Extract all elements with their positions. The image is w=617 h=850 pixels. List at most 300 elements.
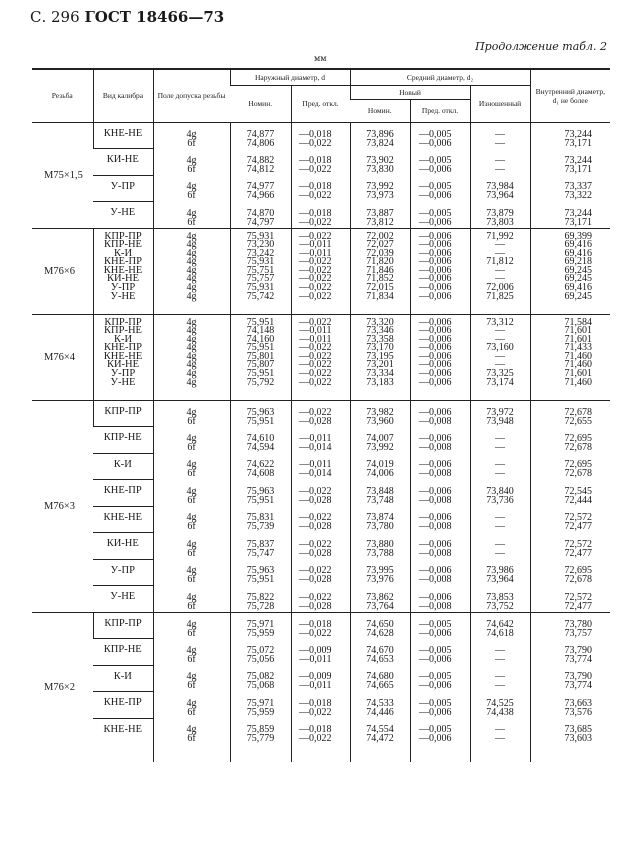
cell-value: —0,006 [419, 350, 452, 362]
cell-value: 75,728 [246, 600, 275, 612]
outer-nominal-cell [230, 586, 291, 613]
cell-value: —0,008 [419, 521, 452, 532]
cell-value: 75,792 [246, 376, 275, 388]
worn-cell [470, 480, 530, 507]
cell-value: 75,831 [246, 512, 275, 523]
cell-value: 69,218 [564, 256, 593, 268]
cell-value: 74,160 [246, 333, 275, 345]
inner-diameter-cell [530, 480, 610, 507]
cell-value: —0,006 [419, 230, 452, 242]
cell-value: 72,678 [564, 406, 593, 418]
thread-label: M75×1,5 [32, 122, 93, 228]
cell-value: 73,244 [564, 207, 593, 219]
cell-value: 73,183 [366, 376, 394, 388]
cell-value: — [495, 325, 506, 337]
cell-value: 6f [187, 547, 196, 559]
cell-value: 6f [187, 163, 196, 175]
cell-value: 6f [187, 653, 196, 665]
tolerance-field-cell [153, 427, 230, 454]
worn-cell [470, 692, 530, 719]
cell-value: —0,006 [419, 565, 452, 576]
cell-value: —0,006 [419, 137, 452, 149]
cell-value: КПР-НЕ [104, 325, 142, 337]
cell-value: 75,951 [246, 316, 275, 328]
worn-cell [470, 612, 530, 639]
cell-value: 73,764 [366, 600, 394, 612]
tolerance-field-cell [153, 665, 230, 692]
col-tolerance-field: Поле допуска резьбы [153, 69, 230, 122]
cell-value: —0,011 [299, 680, 332, 691]
cell-value: —0,006 [419, 325, 452, 337]
outer-nominal-cell [230, 506, 291, 533]
cell-value: 72,678 [564, 574, 593, 585]
cell-value: 75,859 [246, 724, 275, 735]
cell-value: —0,008 [419, 415, 452, 427]
cell-value: 73,853 [486, 591, 514, 603]
cell-value: 6f [187, 521, 196, 532]
outer-deviation-cell [291, 480, 350, 507]
worn-cell [470, 228, 530, 314]
cell-value: 75,963 [246, 565, 275, 576]
cell-value: 74,594 [246, 441, 275, 453]
table-header [32, 69, 610, 122]
worn-cell [470, 586, 530, 613]
cell-value: 75,951 [246, 494, 275, 506]
cell-value: — [495, 538, 506, 550]
inner-diameter-cell [530, 228, 610, 314]
cell-value: 4g [186, 230, 197, 242]
cell-value: 72,678 [564, 468, 593, 479]
tolerance-field-cell [153, 314, 230, 400]
cell-value: 71,852 [366, 273, 394, 285]
cell-value: —0,022 [299, 368, 332, 380]
pitch-deviation-cell [410, 175, 470, 202]
cell-value: 75,751 [246, 264, 275, 276]
cell-value: 73,973 [366, 190, 394, 201]
cell-value: 72,695 [564, 459, 593, 470]
cell-value: 74,670 [366, 644, 394, 656]
outer-nominal-cell [230, 149, 291, 176]
pitch-deviation-cell [410, 533, 470, 560]
pitch-nominal-cell [350, 427, 410, 454]
col-pitch-diameter: Средний диаметр, d₂ [350, 69, 530, 85]
cell-value: — [495, 137, 506, 149]
cell-value: 72,655 [564, 415, 593, 427]
cell-value: 6f [187, 137, 196, 149]
cell-value: К-И [113, 333, 133, 345]
table-row [32, 692, 610, 719]
cell-value: —0,022 [299, 706, 332, 718]
cell-value: 73,736 [486, 494, 514, 506]
cell-value: —0,028 [299, 600, 332, 612]
cell-value: 73,325 [486, 368, 514, 380]
outer-nominal-cell [230, 639, 291, 666]
cell-value: —0,022 [299, 273, 332, 285]
cell-value: 4g [186, 282, 197, 294]
cell-value: 73,171 [564, 137, 593, 149]
cell-value: —0,006 [419, 538, 452, 550]
worn-cell [470, 175, 530, 202]
cell-value: —0,008 [419, 574, 452, 585]
pitch-nominal-cell [350, 718, 410, 762]
cell-value: — [495, 273, 506, 285]
cell-value: — [495, 441, 506, 453]
cell-value: 74,665 [366, 680, 394, 691]
cell-value: 73,880 [366, 538, 394, 550]
table-row [32, 175, 610, 202]
cell-value: —0,005 [419, 181, 452, 192]
cell-value: КНЕ-ПР [104, 342, 142, 354]
cell-value: 73,964 [486, 574, 514, 585]
tolerance-field-cell [153, 453, 230, 480]
cell-value: — [495, 264, 506, 276]
cell-value: —0,011 [299, 333, 332, 345]
cell-value: КИ-НЕ [106, 359, 140, 371]
cell-value: 71,846 [366, 264, 394, 276]
cell-value: 71,460 [564, 350, 593, 362]
cell-value: 71,460 [564, 359, 593, 371]
cell-value: 75,931 [246, 230, 275, 242]
cell-value: —0,022 [299, 565, 332, 576]
pitch-deviation-cell [410, 202, 470, 229]
table-row [32, 665, 610, 692]
outer-deviation-cell [291, 202, 350, 229]
pitch-nominal-cell [350, 122, 410, 149]
cell-value: 74,877 [246, 128, 275, 140]
pitch-nominal-cell [350, 480, 410, 507]
cell-value: — [495, 163, 506, 175]
cell-value: 4g [186, 565, 197, 576]
inner-diameter-cell [530, 612, 610, 639]
outer-deviation-cell [291, 314, 350, 400]
outer-nominal-cell [230, 453, 291, 480]
outer-nominal-cell [230, 202, 291, 229]
cell-value: — [495, 432, 506, 444]
cell-value: 4g [186, 368, 197, 380]
pitch-deviation-cell [410, 639, 470, 666]
cell-value: 74,977 [246, 181, 275, 192]
gauge-type-cell [93, 314, 153, 400]
tolerance-field-cell [153, 175, 230, 202]
cell-value: 73,840 [486, 485, 514, 497]
cell-value: 69,245 [564, 290, 593, 302]
cell-value: 73,960 [366, 415, 394, 427]
cell-value: 75,068 [246, 680, 275, 691]
outer-deviation-cell [291, 718, 350, 762]
cell-value: —0,008 [419, 547, 452, 559]
cell-value: 73,774 [564, 653, 593, 665]
tolerance-field-cell [153, 228, 230, 314]
gauge-type-cell: КПР-ПР [93, 612, 153, 639]
cell-value: 6f [187, 468, 196, 479]
cell-value: 72,015 [366, 282, 394, 294]
cell-value: 75,742 [246, 290, 275, 302]
cell-value: —0,022 [299, 282, 332, 294]
cell-value: — [495, 359, 506, 371]
inner-diameter-cell [530, 718, 610, 762]
cell-value: 73,242 [246, 247, 275, 259]
table-row [32, 149, 610, 176]
cell-value: 73,576 [564, 706, 593, 718]
cell-value: КНЕ-НЕ [103, 264, 143, 276]
tolerance-field-cell [153, 612, 230, 639]
table-row [32, 453, 610, 480]
cell-value: 73,320 [366, 316, 394, 328]
cell-value: 72,477 [564, 521, 593, 532]
cell-value: К-И [113, 247, 133, 259]
table-row [32, 427, 610, 454]
pitch-deviation-cell [410, 612, 470, 639]
pitch-nominal-cell [350, 559, 410, 586]
cell-value: —0,011 [299, 325, 332, 337]
cell-value: —0,008 [419, 600, 452, 612]
cell-value: —0,008 [419, 468, 452, 479]
inner-diameter-cell [530, 202, 610, 229]
cell-value: —0,022 [299, 733, 332, 744]
cell-value: У-НЕ [110, 290, 136, 302]
cell-value: 69,399 [564, 230, 593, 242]
pitch-nominal-cell [350, 314, 410, 400]
cell-value: 4g [186, 316, 197, 328]
gauge-type-cell: У-ПР [93, 559, 153, 586]
thread-label: M76×6 [32, 228, 93, 314]
gauge-type-cell: КПР-НЕ [93, 639, 153, 666]
cell-value: 75,801 [246, 350, 275, 362]
col-outer-nominal: Номин. [230, 85, 291, 122]
gauge-type-cell: КНЕ-ПР [93, 480, 153, 507]
gauge-type-cell: КНЕ-НЕ [93, 506, 153, 533]
cell-value: 73,862 [366, 591, 394, 603]
cell-value: 73,230 [246, 239, 275, 251]
cell-value: 71,825 [486, 290, 514, 302]
outer-deviation-cell [291, 665, 350, 692]
cell-value: 69,416 [564, 239, 593, 251]
cell-value: 74,870 [246, 207, 275, 219]
cell-value: 73,976 [366, 574, 394, 585]
cell-value: 73,174 [486, 376, 514, 388]
cell-value: 73,244 [564, 128, 593, 140]
cell-value: —0,006 [419, 591, 452, 603]
cell-value: —0,022 [299, 230, 332, 242]
cell-value: 73,322 [564, 190, 593, 201]
cell-value: —0,006 [419, 333, 452, 345]
cell-value: 4g [186, 290, 197, 302]
inner-diameter-cell [530, 314, 610, 400]
cell-value: 4g [186, 181, 197, 192]
cell-value: —0,022 [299, 216, 332, 228]
cell-value: 4g [186, 724, 197, 735]
col-new: Новый [350, 85, 470, 99]
cell-value: 73,748 [366, 494, 394, 506]
cell-value: —0,011 [299, 459, 332, 470]
cell-value: —0,006 [419, 359, 452, 371]
cell-value: 75,056 [246, 653, 275, 665]
cell-value: 74,628 [366, 627, 394, 639]
cell-value: 72,572 [564, 538, 593, 550]
cell-value: 71,601 [564, 325, 593, 337]
cell-value: —0,006 [419, 190, 452, 201]
cell-value: 73,685 [564, 724, 593, 735]
worn-cell [470, 122, 530, 149]
worn-cell [470, 559, 530, 586]
tolerance-field-cell [153, 506, 230, 533]
cell-value: 73,896 [366, 128, 394, 140]
cell-value: — [495, 468, 506, 479]
cell-value: 74,680 [366, 671, 394, 682]
cell-value: —0,022 [299, 376, 332, 388]
cell-value: — [495, 333, 506, 345]
cell-value: — [495, 547, 506, 559]
tolerance-field-cell [153, 202, 230, 229]
gauge-type-cell: КНЕ-НЕ [103, 723, 142, 735]
outer-nominal-cell [230, 665, 291, 692]
cell-value: 73,995 [366, 565, 394, 576]
pitch-deviation-cell [410, 228, 470, 314]
outer-deviation-cell [291, 533, 350, 560]
inner-diameter-cell [530, 533, 610, 560]
cell-value: 69,245 [564, 264, 593, 276]
cell-value: —0,011 [299, 653, 332, 665]
cell-value: —0,028 [299, 494, 332, 506]
cell-value: 73,663 [564, 697, 593, 709]
cell-value: 4g [186, 644, 197, 656]
cell-value: 73,790 [564, 644, 593, 656]
cell-value: —0,006 [419, 459, 452, 470]
cell-value: —0,005 [419, 671, 452, 682]
page-number: С. 296 [30, 8, 80, 26]
cell-value: 73,757 [564, 627, 593, 639]
pitch-deviation-cell [410, 718, 470, 762]
cell-value: — [495, 247, 506, 259]
cell-value: —0,006 [419, 680, 452, 691]
cell-value: 4g [186, 239, 197, 251]
outer-deviation-cell [291, 612, 350, 639]
pitch-nominal-cell [350, 692, 410, 719]
cell-value: —0,005 [419, 128, 452, 140]
pitch-deviation-cell [410, 314, 470, 400]
cell-value: —0,006 [419, 273, 452, 285]
cell-value: 75,951 [246, 574, 275, 585]
outer-nominal-cell [230, 228, 291, 314]
tolerance-field-cell [153, 122, 230, 149]
worn-cell [470, 533, 530, 560]
cell-value: 72,545 [564, 485, 593, 497]
cell-value: — [495, 644, 506, 656]
cell-value: —0,028 [299, 547, 332, 559]
pitch-nominal-cell [350, 400, 410, 427]
cell-value: 72,477 [564, 547, 593, 559]
gauge-type-cell: У-ПР [93, 175, 153, 202]
col-outer-diameter: Наружный диаметр, d [230, 69, 350, 85]
cell-value: 75,931 [246, 256, 275, 268]
cell-value: —0,006 [419, 432, 452, 444]
cell-value: 73,964 [486, 190, 514, 201]
cell-value: 75,739 [246, 521, 275, 532]
cell-value: 4g [186, 618, 197, 630]
inner-diameter-cell [530, 175, 610, 202]
cell-value: 75,747 [246, 547, 275, 559]
cell-value: 73,986 [486, 565, 514, 576]
cell-value: 74,966 [246, 190, 275, 201]
pitch-nominal-cell [350, 228, 410, 314]
worn-cell [470, 314, 530, 400]
cell-value: 72,572 [564, 591, 593, 603]
cell-value: 74,438 [486, 706, 514, 718]
cell-value: 4g [186, 512, 197, 523]
pitch-nominal-cell [350, 202, 410, 229]
cell-value: 73,334 [366, 368, 394, 380]
cell-value: 4g [186, 207, 197, 219]
pitch-deviation-cell [410, 427, 470, 454]
cell-value: — [495, 459, 506, 470]
table-row [32, 480, 610, 507]
table-row [32, 202, 610, 229]
worn-cell [470, 665, 530, 692]
cell-value: —0,018 [299, 618, 332, 630]
units-label: мм [314, 54, 327, 63]
cell-value: 73,346 [366, 325, 394, 337]
cell-value: 71,601 [564, 333, 593, 345]
inner-diameter-cell [530, 639, 610, 666]
cell-value: 4g [186, 671, 197, 682]
cell-value: 6f [187, 706, 196, 718]
cell-value: 6f [187, 680, 196, 691]
cell-value: 73,358 [366, 333, 394, 345]
outer-deviation-cell [291, 586, 350, 613]
cell-value: 4g [186, 325, 197, 337]
table-body [32, 122, 610, 762]
outer-nominal-cell [230, 400, 291, 427]
cell-value: 71,584 [564, 316, 593, 328]
table-row [32, 533, 610, 560]
gauge-type-cell: КНЕ-ПР [93, 692, 153, 719]
cell-value: 72,027 [366, 239, 394, 251]
cell-value: — [495, 671, 506, 682]
inner-diameter-cell [530, 692, 610, 719]
pitch-deviation-cell [410, 149, 470, 176]
cell-value: — [495, 128, 506, 140]
cell-value: 74,554 [366, 724, 394, 735]
pitch-deviation-cell [410, 665, 470, 692]
cell-value: —0,018 [299, 154, 332, 166]
pitch-deviation-cell [410, 506, 470, 533]
cell-value: —0,022 [299, 591, 332, 603]
cell-value: —0,011 [299, 239, 332, 251]
cell-value: 75,959 [246, 627, 275, 639]
cell-value: —0,022 [299, 627, 332, 639]
cell-value: 74,525 [486, 697, 514, 709]
cell-value: —0,006 [419, 316, 452, 328]
outer-deviation-cell [291, 400, 350, 427]
cell-value: —0,022 [299, 406, 332, 418]
cell-value: —0,006 [419, 627, 452, 639]
pitch-nominal-cell [350, 639, 410, 666]
outer-deviation-cell [291, 427, 350, 454]
cell-value: 6f [187, 494, 196, 506]
cell-value: 73,244 [564, 154, 593, 166]
cell-value: 75,931 [246, 282, 275, 294]
col-worn: Изношенный [470, 85, 530, 122]
outer-deviation-cell [291, 692, 350, 719]
cell-value: 71,812 [486, 256, 514, 268]
table-row [32, 228, 610, 314]
cell-value: КПР-ПР [104, 230, 142, 242]
cell-value: 4g [186, 538, 197, 550]
cell-value: 75,822 [246, 591, 275, 603]
table-row [32, 639, 610, 666]
table-row [32, 718, 610, 762]
pitch-deviation-cell [410, 586, 470, 613]
